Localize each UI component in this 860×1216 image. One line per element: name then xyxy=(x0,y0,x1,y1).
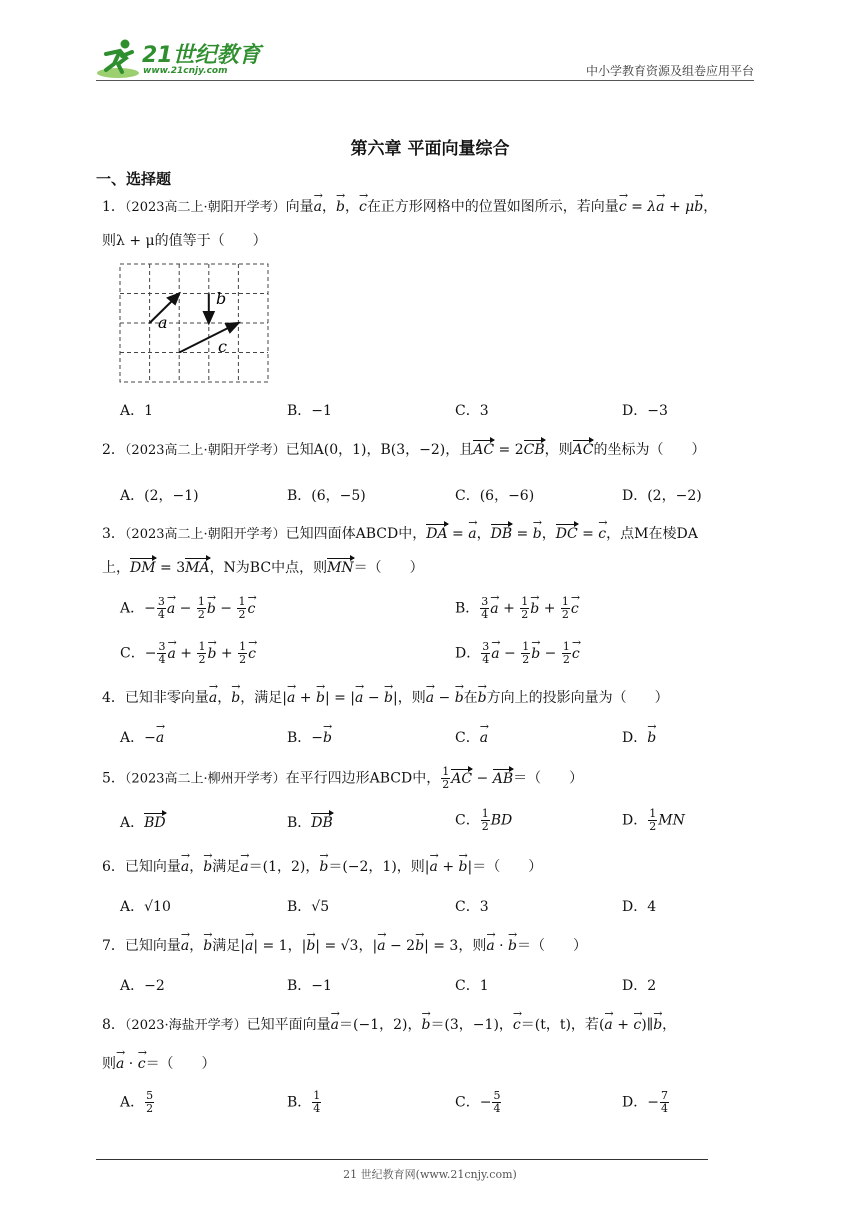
option-c[interactable]: C．(6，−6) xyxy=(455,488,535,504)
question-text: ＝（ ） xyxy=(353,560,424,576)
question-4: 4．已知非零向量→ a，→ b，满足|→ a + → b| = |→ a − → b|，则→ a − → b在→ b方向上的投影向量为（ ） xyxy=(102,687,669,707)
footer-divider xyxy=(96,1159,708,1160)
logo-url: www.21cnjy.com xyxy=(143,66,228,76)
question-text: ，N为BC中点，则 xyxy=(209,560,328,576)
question-number: 5． xyxy=(102,770,125,787)
option-d[interactable]: D．2 xyxy=(622,978,657,994)
header-platform-text: 中小学教育资源及组卷应用平台 xyxy=(585,64,754,78)
question-text: 已知非零向量 xyxy=(124,690,209,706)
option-d[interactable]: D．→ b xyxy=(622,727,656,747)
question-3-line2: 上，DM = 3MA，N为BC中点，则MN＝（ ） xyxy=(102,560,424,576)
question-source: （2023高二上·朝阳开学考） xyxy=(124,527,286,542)
option-b[interactable]: B． $\frac{3}{4}$ → a + $\frac{1}{2}$ → b + $\frac{1}{2}$ → c xyxy=(455,596,579,621)
option-c[interactable]: C．3 xyxy=(455,403,489,419)
question-text: 已知平面向量 xyxy=(246,1017,331,1033)
logo-text: 21世纪教育 xyxy=(142,43,261,68)
question-5: 5．（2023高二上·柳州开学考）在平行四边形ABCD中， $\frac{1}{2}$ AC − AB＝（ ） xyxy=(102,765,584,791)
question-text: 向量 xyxy=(285,199,314,215)
question-number: 3． xyxy=(102,526,125,542)
figure-label-c: c xyxy=(218,337,227,356)
option-a[interactable]: A．− $\frac{3}{4}$ → a − $\frac{1}{2}$ → b − $\frac{1}{2}$ → c xyxy=(120,596,255,621)
question-text: 满足 xyxy=(212,859,241,875)
question-text: ＝(t，t)，若 xyxy=(520,1017,599,1033)
question-text: 满足 xyxy=(212,938,241,954)
section-heading: 一、选择题 xyxy=(96,170,172,188)
question-number: 4． xyxy=(102,690,125,706)
question-source: （2023高二上·朝阳开学考） xyxy=(124,443,286,458)
runner-logo-icon xyxy=(96,36,142,80)
question-text: ＝(3，−1)， xyxy=(430,1017,513,1033)
figure-label-b: b xyxy=(216,289,227,308)
option-a[interactable]: A．1 xyxy=(120,403,154,419)
footer-text: 21 世纪教育网(www.21cnjy.com) xyxy=(343,1168,517,1181)
option-c[interactable]: C． $\frac{1}{2}$ BD xyxy=(455,807,513,833)
question-text: ，点M在棱DA xyxy=(606,526,698,542)
question-text: ＝(−1，2)， xyxy=(339,1017,422,1033)
option-b[interactable]: B．DB xyxy=(287,815,333,831)
question-text: ＝（ ） xyxy=(517,938,588,954)
question-text: ＝（ ） xyxy=(145,1056,216,1072)
question-source: （2023高二上·柳州开学考） xyxy=(124,771,286,787)
question-text: 已知A(0，1)，B(3，−2)，且 xyxy=(285,442,474,458)
question-source: （2023高二上·朝阳开学考） xyxy=(124,200,286,215)
question-text: ＝（ ） xyxy=(513,770,584,787)
option-d[interactable]: D．−3 xyxy=(622,403,668,419)
question-text: ＝(−2，1)，则 xyxy=(328,859,425,875)
question-7: 7．已知向量→ a，→ b满足|→ a| = 1，|→ b| = √3，|→ a − 2→ b| = 3，则→ a · → b＝（ ） xyxy=(102,935,587,955)
option-b[interactable]: B．−1 xyxy=(287,978,332,994)
option-a[interactable]: A．BD xyxy=(120,815,166,831)
option-b[interactable]: B．−→ b xyxy=(287,727,332,747)
question-number: 7． xyxy=(102,938,125,954)
option-a[interactable]: A． $\frac{5}{2}$ xyxy=(120,1089,154,1115)
question-3: 3．（2023高二上·朝阳开学考）已知四面体ABCD中，DA = → a，DB = → b，DC = → c，点M在棱DA xyxy=(102,523,698,543)
option-d[interactable]: D． $\frac{3}{4}$ → a − $\frac{1}{2}$ → b − $\frac{1}{2}$ → c xyxy=(455,641,580,666)
question-text: 上， xyxy=(102,560,130,576)
question-text: 则 xyxy=(102,1056,116,1072)
question-text: 在 xyxy=(463,690,478,706)
question-text: ，满足 xyxy=(240,690,283,706)
option-c[interactable]: C．− $\frac{3}{4}$ → a + $\frac{1}{2}$ → b + $\frac{1}{2}$ → c xyxy=(120,641,256,666)
question-8: 8．（2023·海盐开学考）已知平面向量→ a＝(−1，2)，→ b＝(3，−1)，→ c＝(t，t)，若(→ a + → c)∥→ b， xyxy=(102,1014,676,1034)
question-text: 的坐标为（ ） xyxy=(593,442,706,458)
question-text: 已知向量 xyxy=(124,938,181,954)
option-c[interactable]: C．3 xyxy=(455,899,489,915)
option-d[interactable]: D．(2，−2) xyxy=(622,488,702,504)
question-text: 在正方形网格中的位置如图所示，若向量 xyxy=(366,199,619,215)
question-number: 8． xyxy=(102,1017,125,1033)
question-number: 6． xyxy=(102,859,125,875)
site-logo xyxy=(96,36,266,80)
vector-grid-figure xyxy=(118,262,272,384)
question-8-line2: 则→ a · → c＝（ ） xyxy=(102,1053,216,1073)
question-6: 6．已知向量→ a，→ b满足→ a＝(1，2)，→ b＝(−2，1)，则|→ a + → b|＝（ ） xyxy=(102,856,542,876)
question-text: 已知向量 xyxy=(124,859,181,875)
option-b[interactable]: B． $\frac{1}{4}$ xyxy=(287,1089,321,1115)
question-text: ＝(1，2)， xyxy=(248,859,320,875)
page-title: 第六章 平面向量综合 xyxy=(350,139,510,159)
question-text: ，则 xyxy=(397,690,426,706)
question-text: ，则 xyxy=(544,442,573,458)
question-source: （2023·海盐开学考） xyxy=(124,1018,247,1033)
question-text: ，则 xyxy=(458,938,487,954)
option-b[interactable]: B．(6，−5) xyxy=(287,488,366,504)
option-d[interactable]: D．4 xyxy=(622,899,657,915)
option-b[interactable]: B．−1 xyxy=(287,403,332,419)
question-text: 方向上的投影向量为（ ） xyxy=(486,690,669,706)
question-number: 2． xyxy=(102,442,125,458)
option-c[interactable]: C．− $\frac{5}{4}$ xyxy=(455,1089,501,1115)
option-d[interactable]: D． $\frac{1}{2}$ MN xyxy=(622,807,685,833)
option-a[interactable]: A．(2，−1) xyxy=(120,488,199,504)
question-text: ＝（ ） xyxy=(472,859,543,875)
option-b[interactable]: B．√5 xyxy=(287,899,330,915)
option-a[interactable]: A．√10 xyxy=(120,899,171,915)
question-1: 1．（2023高二上·朝阳开学考）向量→ a，→ b，→ c在正方形网格中的位置如图所示，若向量→ c = λ→ a + μ→ b， xyxy=(102,196,717,216)
option-a[interactable]: A．−→ a xyxy=(120,727,164,747)
question-number: 1． xyxy=(102,199,125,215)
option-c[interactable]: C．1 xyxy=(455,978,489,994)
figure-label-a: a xyxy=(158,313,168,332)
option-d[interactable]: D．− $\frac{7}{4}$ xyxy=(622,1089,668,1115)
question-2: 2．（2023高二上·朝阳开学考）已知A(0，1)，B(3，−2)，且AC = 2CB，则AC的坐标为（ ） xyxy=(102,442,706,458)
option-c[interactable]: C．→ a xyxy=(455,727,488,747)
option-a[interactable]: A．−2 xyxy=(120,978,165,994)
question-text: 在平行四边形ABCD中， xyxy=(285,770,441,787)
header-divider xyxy=(96,80,754,81)
question-1-line2: 则λ + μ的值等于（ ） xyxy=(102,233,267,249)
question-text: 已知四面体ABCD中， xyxy=(285,526,427,542)
